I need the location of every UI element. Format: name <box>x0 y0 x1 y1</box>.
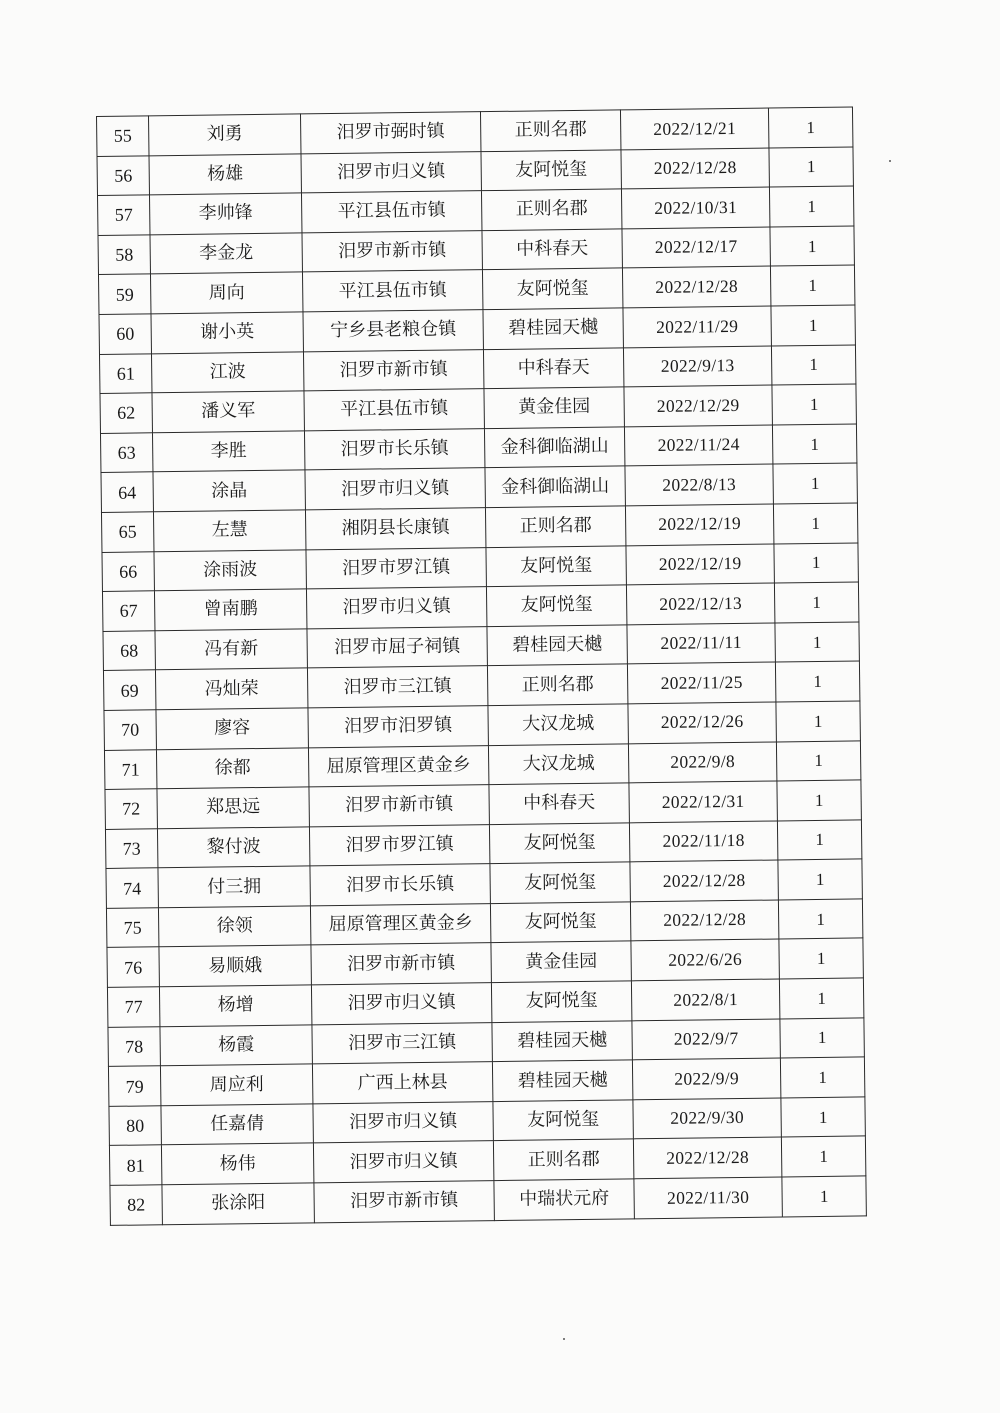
cell-project: 金科御临湖山 <box>484 427 624 468</box>
cell-date: 2022/8/13 <box>625 464 773 505</box>
cell-date: 2022/9/9 <box>632 1058 780 1099</box>
cell-name: 冯有新 <box>155 629 307 671</box>
cell-number: 70 <box>104 710 156 750</box>
cell-project: 大汉龙城 <box>488 704 628 745</box>
cell-name: 李帅锋 <box>149 193 301 235</box>
cell-count: 1 <box>770 226 854 267</box>
cell-address: 汨罗市归义镇 <box>311 983 491 1025</box>
cell-number: 82 <box>110 1185 162 1225</box>
cell-project: 友阿悦玺 <box>489 823 629 864</box>
cell-project: 中科春天 <box>482 229 622 270</box>
cell-name: 涂雨波 <box>154 549 306 591</box>
cell-number: 66 <box>102 551 154 591</box>
cell-number: 76 <box>107 947 159 987</box>
cell-count: 1 <box>771 305 855 346</box>
cell-address: 汨罗市长乐镇 <box>304 428 484 470</box>
cell-project: 正则名郡 <box>480 110 620 151</box>
cell-name: 任嘉倩 <box>161 1104 313 1146</box>
cell-count: 1 <box>780 1018 864 1059</box>
records-table-body <box>97 107 867 1225</box>
cell-number: 72 <box>105 789 157 829</box>
cell-date: 2022/11/18 <box>629 821 777 862</box>
cell-project: 中科春天 <box>483 347 623 388</box>
cell-name: 周应利 <box>160 1064 312 1106</box>
cell-project: 大汉龙城 <box>488 743 628 784</box>
cell-address: 汨罗市归义镇 <box>313 1101 493 1143</box>
cell-project: 友阿悦玺 <box>493 1100 633 1141</box>
cell-project: 友阿悦玺 <box>486 585 626 626</box>
cell-date: 2022/9/7 <box>632 1019 780 1060</box>
cell-number: 56 <box>97 155 149 195</box>
cell-name: 杨增 <box>159 985 311 1027</box>
cell-number: 75 <box>106 908 158 948</box>
cell-count: 1 <box>770 265 854 306</box>
cell-name: 谢小英 <box>151 312 303 354</box>
cell-project: 正则名郡 <box>493 1139 633 1180</box>
cell-name: 李金龙 <box>150 233 302 275</box>
cell-name: 徐领 <box>158 906 310 948</box>
cell-count: 1 <box>771 345 855 386</box>
cell-count: 1 <box>774 542 858 583</box>
cell-count: 1 <box>772 384 856 425</box>
cell-project: 碧桂园天樾 <box>492 1060 632 1101</box>
cell-date: 2022/11/11 <box>627 623 775 664</box>
cell-count: 1 <box>781 1136 865 1177</box>
cell-date: 2022/12/19 <box>626 544 774 585</box>
cell-date: 2022/11/25 <box>627 662 775 703</box>
cell-project: 正则名郡 <box>485 506 625 547</box>
cell-number: 68 <box>103 631 155 671</box>
cell-date: 2022/12/13 <box>626 583 774 624</box>
cell-date: 2022/12/31 <box>629 781 777 822</box>
cell-project: 友阿悦玺 <box>491 981 631 1022</box>
cell-count: 1 <box>769 186 853 227</box>
cell-project: 友阿悦玺 <box>490 902 630 943</box>
cell-number: 67 <box>102 591 154 631</box>
cell-address: 汨罗市新市镇 <box>303 349 483 391</box>
cell-name: 杨雄 <box>149 154 301 196</box>
cell-date: 2022/10/31 <box>621 187 769 228</box>
cell-number: 74 <box>106 868 158 908</box>
cell-number: 65 <box>101 512 153 552</box>
cell-number: 59 <box>98 274 150 314</box>
cell-name: 李胜 <box>152 431 304 473</box>
table-row <box>110 1176 866 1225</box>
cell-project: 金科御临湖山 <box>485 466 625 507</box>
cell-address: 平江县伍市镇 <box>304 389 484 431</box>
cell-name: 冯灿荣 <box>155 668 307 710</box>
cell-date: 2022/9/8 <box>628 741 776 782</box>
cell-count: 1 <box>775 622 859 663</box>
cell-date: 2022/12/28 <box>630 860 778 901</box>
cell-address: 汨罗市罗江镇 <box>306 547 486 589</box>
cell-date: 2022/12/28 <box>633 1137 781 1178</box>
cell-number: 58 <box>98 235 150 275</box>
cell-count: 1 <box>781 1097 865 1138</box>
cell-number: 78 <box>108 1026 160 1066</box>
cell-project: 碧桂园天樾 <box>487 625 627 666</box>
cell-project: 黄金佳园 <box>491 941 631 982</box>
cell-number: 71 <box>104 749 156 789</box>
cell-date: 2022/12/19 <box>625 504 773 545</box>
cell-count: 1 <box>782 1176 866 1217</box>
cell-name: 郑思远 <box>157 787 309 829</box>
cell-count: 1 <box>778 899 862 940</box>
cell-project: 友阿悦玺 <box>486 545 626 586</box>
cell-count: 1 <box>779 938 863 979</box>
cell-project: 中瑞状元府 <box>494 1179 634 1220</box>
cell-name: 曾南鹏 <box>154 589 306 631</box>
cell-number: 60 <box>99 314 151 354</box>
cell-count: 1 <box>773 503 857 544</box>
cell-count: 1 <box>776 740 860 781</box>
cell-count: 1 <box>778 859 862 900</box>
cell-project: 黄金佳园 <box>484 387 624 428</box>
cell-address: 汨罗市新市镇 <box>314 1181 494 1223</box>
cell-number: 63 <box>100 433 152 473</box>
cell-count: 1 <box>775 661 859 702</box>
cell-address: 汨罗市新市镇 <box>302 230 482 272</box>
cell-number: 80 <box>109 1106 161 1146</box>
cell-address: 汨罗市归义镇 <box>313 1141 493 1183</box>
cell-date: 2022/12/28 <box>622 266 770 307</box>
cell-date: 2022/8/1 <box>631 979 779 1020</box>
cell-date: 2022/12/28 <box>621 148 769 189</box>
scan-speck <box>889 160 891 162</box>
cell-date: 2022/11/30 <box>634 1177 782 1218</box>
cell-name: 左慧 <box>153 510 305 552</box>
cell-date: 2022/9/13 <box>623 346 771 387</box>
cell-number: 79 <box>108 1066 160 1106</box>
cell-name: 付三拥 <box>158 866 310 908</box>
cell-address: 汨罗市归义镇 <box>306 587 486 629</box>
cell-count: 1 <box>777 820 861 861</box>
cell-number: 62 <box>100 393 152 433</box>
cell-address: 汨罗市三江镇 <box>312 1022 492 1064</box>
cell-name: 江波 <box>151 351 303 393</box>
cell-address: 平江县伍市镇 <box>302 270 482 312</box>
cell-date: 2022/12/26 <box>628 702 776 743</box>
cell-address: 汨罗市三江镇 <box>307 666 487 708</box>
cell-date: 2022/12/28 <box>630 900 778 941</box>
cell-count: 1 <box>773 463 857 504</box>
cell-date: 2022/12/21 <box>620 108 768 149</box>
cell-name: 张涂阳 <box>162 1183 314 1225</box>
cell-name: 周向 <box>150 272 302 314</box>
cell-address: 汨罗市新市镇 <box>309 785 489 827</box>
cell-number: 81 <box>109 1145 161 1185</box>
cell-address: 汨罗市罗江镇 <box>309 824 489 866</box>
cell-address: 宁乡县老粮仓镇 <box>303 310 483 352</box>
cell-name: 杨霞 <box>160 1025 312 1067</box>
cell-number: 77 <box>107 987 159 1027</box>
records-table <box>96 106 867 1225</box>
cell-project: 友阿悦玺 <box>490 862 630 903</box>
cell-address: 汨罗市长乐镇 <box>310 864 490 906</box>
cell-project: 正则名郡 <box>481 189 621 230</box>
cell-count: 1 <box>776 701 860 742</box>
cell-project: 友阿悦玺 <box>481 149 621 190</box>
cell-name: 涂晶 <box>153 470 305 512</box>
cell-address: 汨罗市屈子祠镇 <box>307 626 487 668</box>
cell-count: 1 <box>779 978 863 1019</box>
cell-count: 1 <box>768 107 852 148</box>
cell-address: 平江县伍市镇 <box>301 191 481 233</box>
cell-count: 1 <box>769 147 853 188</box>
cell-count: 1 <box>774 582 858 623</box>
cell-number: 64 <box>101 472 153 512</box>
cell-address: 屈原管理区黄金乡 <box>308 745 488 787</box>
cell-name: 徐都 <box>156 747 308 789</box>
cell-project: 碧桂园天樾 <box>483 308 623 349</box>
cell-name: 刘勇 <box>149 114 301 156</box>
cell-date: 2022/11/24 <box>624 425 772 466</box>
cell-date: 2022/11/29 <box>623 306 771 347</box>
cell-name: 廖容 <box>156 708 308 750</box>
cell-name: 杨伟 <box>161 1143 313 1185</box>
cell-address: 汨罗市归义镇 <box>301 151 481 193</box>
cell-address: 汨罗市弼时镇 <box>300 112 480 154</box>
cell-count: 1 <box>777 780 861 821</box>
cell-number: 69 <box>103 670 155 710</box>
cell-number: 73 <box>105 828 157 868</box>
cell-project: 碧桂园天樾 <box>492 1020 632 1061</box>
cell-address: 汨罗市新市镇 <box>311 943 491 985</box>
scan-speck <box>563 1338 565 1340</box>
cell-address: 屈原管理区黄金乡 <box>310 903 490 945</box>
cell-date: 2022/12/29 <box>624 385 772 426</box>
cell-project: 友阿悦玺 <box>482 268 622 309</box>
cell-number: 61 <box>99 353 151 393</box>
cell-count: 1 <box>780 1057 864 1098</box>
cell-number: 55 <box>97 116 149 156</box>
cell-project: 正则名郡 <box>487 664 627 705</box>
cell-name: 潘义军 <box>152 391 304 433</box>
cell-address: 汨罗市归义镇 <box>305 468 485 510</box>
cell-project: 中科春天 <box>489 783 629 824</box>
records-table-wrapper <box>96 107 866 1226</box>
cell-address: 湘阴县长康镇 <box>305 508 485 550</box>
cell-count: 1 <box>772 424 856 465</box>
cell-number: 57 <box>98 195 150 235</box>
cell-address: 广西上林县 <box>312 1062 492 1104</box>
cell-address: 汨罗市汨罗镇 <box>308 706 488 748</box>
cell-name: 易顺娥 <box>159 945 311 987</box>
cell-date: 2022/9/30 <box>633 1098 781 1139</box>
cell-name: 黎付波 <box>157 827 309 869</box>
cell-date: 2022/6/26 <box>631 939 779 980</box>
cell-date: 2022/12/17 <box>622 227 770 268</box>
